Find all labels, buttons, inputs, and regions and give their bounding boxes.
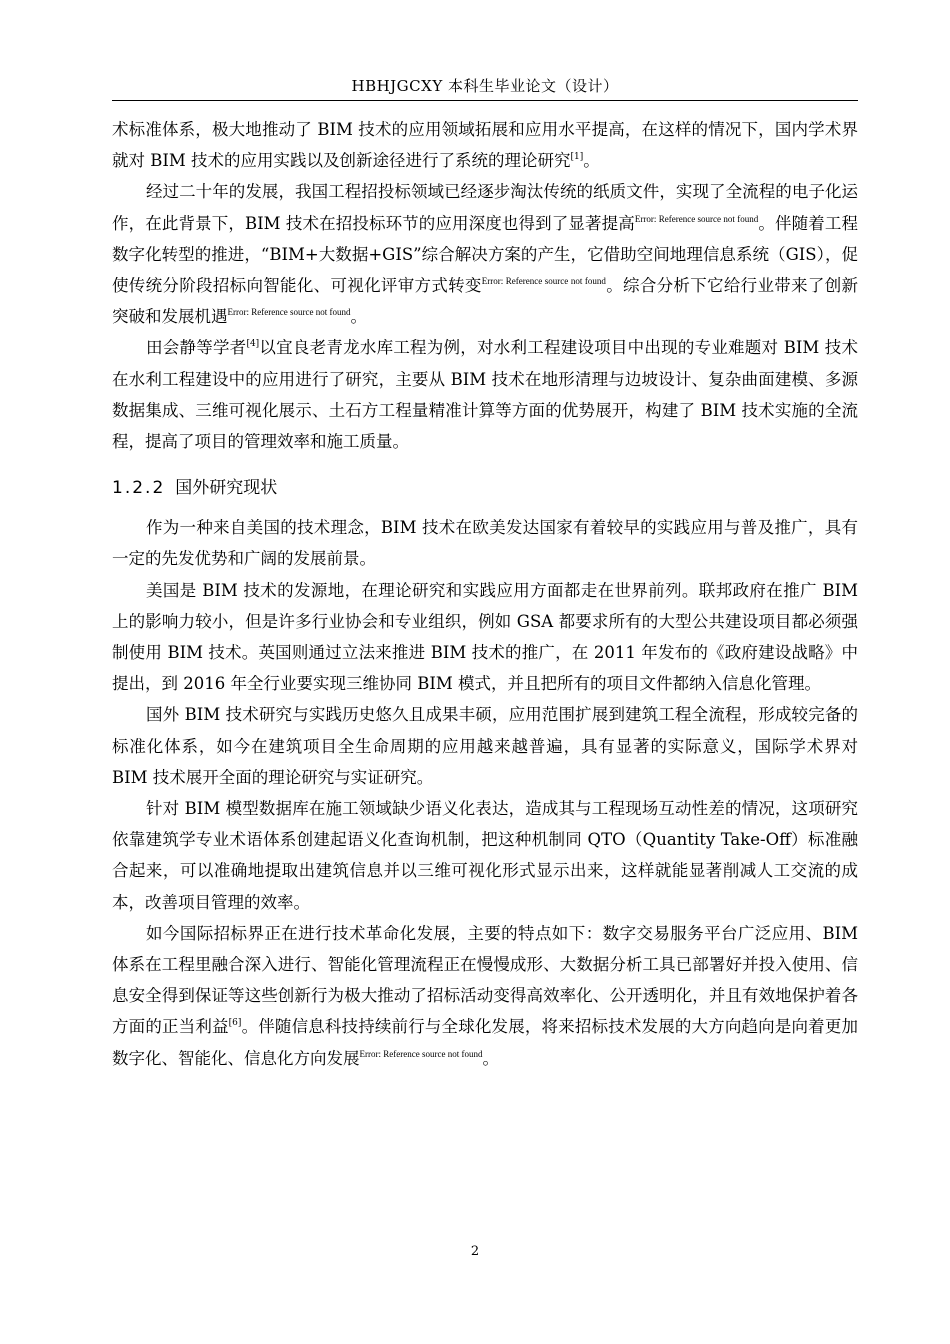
paragraph-8-text-1: 如今国际招标界正在进行技术革命化发展，主要的特点如下：数字交易服务平台广泛应用、BIM 体系在工程里融合深入进行、智能化管理流程正在慢慢成形、大数据分析工具已部署好并投入使用、信息安全得到保证等这些创新行为极大推动了招标活动变得高效率化、公开透明化，并且有效地保护着各方面的正当利益 xyxy=(112,923,858,1037)
paragraph-2-text-1: 经过二十年的发展，我国工程招投标领域已经逐步淘汰传统的纸质文件，实现了全流程的电子化运作，在此背景下，BIM 技术在招投标环节的应用深度也得到了显著提高 xyxy=(112,182,858,233)
document-body xyxy=(112,114,858,1074)
paragraph-3 xyxy=(112,332,858,457)
paragraph-7: 针对 BIM 模型数据库在施工领域缺少语义化表达，造成其与工程现场互动性差的情况，这项研究依靠建筑学专业术语体系创建起语义化查询机制，把这种机制同 QTO（Quantity Take-Off）标准融合起来，可以准确地提取出建筑信息并以三维可视化形式显示出来，这样就能显著削减人工交流的成本，改善项目管理的效率。 xyxy=(112,799,858,912)
reference-error-3: Error: Reference source not found xyxy=(227,307,351,318)
paragraph-2-text-3: 。综合分析下它给行业带来了创新突破和发展机遇 xyxy=(112,276,858,327)
header-rule xyxy=(112,100,858,101)
paragraph-8-text-2: 。伴随信息科技持续前行与全球化发展，将来招标技术发展的大方向趋向是向着更加数字化、智能化、信息化方向发展 xyxy=(112,1017,859,1068)
section-title: 国外研究现状 xyxy=(175,478,278,499)
page-header: HBHJGCXY 本科生毕业论文（设计） xyxy=(351,77,619,95)
paragraph-3-text-2: 以宜良老青龙水库工程为例，对水利工程建设项目中出现的专业难题对 BIM 技术在水利工程建设中的应用进行了研究，主要从 BIM 技术在地形清理与边坡设计、复杂曲面建模、多源数据集成、三维可视化展示、土石方工程量精准计算等方面的优势展开，构建了 BIM 技术实施的全流程，提高了项目的管理效率和施工质量。 xyxy=(112,338,859,452)
citation-1: [1] xyxy=(570,152,584,163)
paragraph-4: 作为一种来自美国的技术理念，BIM 技术在欧美发达国家有着较早的实践应用与普及推广，具有一定的先发优势和广阔的发展前景。 xyxy=(112,518,858,569)
section-heading xyxy=(112,473,858,504)
reference-error-1: Error: Reference source not found xyxy=(634,213,759,224)
paragraph-3-text-1: 田会静等学者 xyxy=(146,338,247,358)
paragraph-1 xyxy=(112,114,858,176)
paragraph-2-text-4: 。 xyxy=(350,307,367,327)
citation-6: [6] xyxy=(228,1018,242,1029)
paragraph-8 xyxy=(112,918,858,1074)
paragraph-2-text-2: 。伴随着工程数字化转型的推进，“BIM+大数据+GIS”综合解决方案的产生，它借助空间地理信息系统（GIS），促使传统分阶段招标向智能化、可视化评审方式转变 xyxy=(112,213,858,296)
paragraph-1-text: 术标准体系，极大地推动了 BIM 技术的应用领域拓展和应用水平提高，在这样的情况下，国内学术界就对 BIM 技术的应用实践以及创新途径进行了系统的理论研究 xyxy=(112,120,858,171)
reference-error-4: Error: Reference source not found xyxy=(359,1048,483,1059)
paragraph-2 xyxy=(112,176,858,332)
paragraph-8-text-3: 。 xyxy=(482,1048,499,1068)
section-number: 1.2.2 xyxy=(112,478,166,499)
paragraph-1-end: 。 xyxy=(583,151,600,171)
page-number: 2 xyxy=(470,1244,480,1259)
paragraph-6: 国外 BIM 技术研究与实践历史悠久且成果丰硕，应用范围扩展到建筑工程全流程，形成较完备的标准化体系，如今在建筑项目全生命周期的应用越来越普遍，具有显著的实际意义，国际学术界对 BIM 技术展开全面的理论研究与实证研究。 xyxy=(112,705,858,787)
reference-error-2: Error: Reference source not found xyxy=(481,276,606,287)
paragraph-5: 美国是 BIM 技术的发源地，在理论研究和实践应用方面都走在世界前列。联邦政府在推广 BIM 上的影响力较小，但是许多行业协会和专业组织，例如 GSA 都要求所有的大型公共建设项目都必须强制使用 BIM 技术。英国则通过立法来推进 BIM 技术的推广，在 2011 年发布的《政府建设战略》中提出，到 2016 年全行业要实现三维协同 BIM 模式，并且把所有的项目文件都纳入信息化管理。 xyxy=(112,580,858,694)
citation-4: [4] xyxy=(246,339,260,350)
